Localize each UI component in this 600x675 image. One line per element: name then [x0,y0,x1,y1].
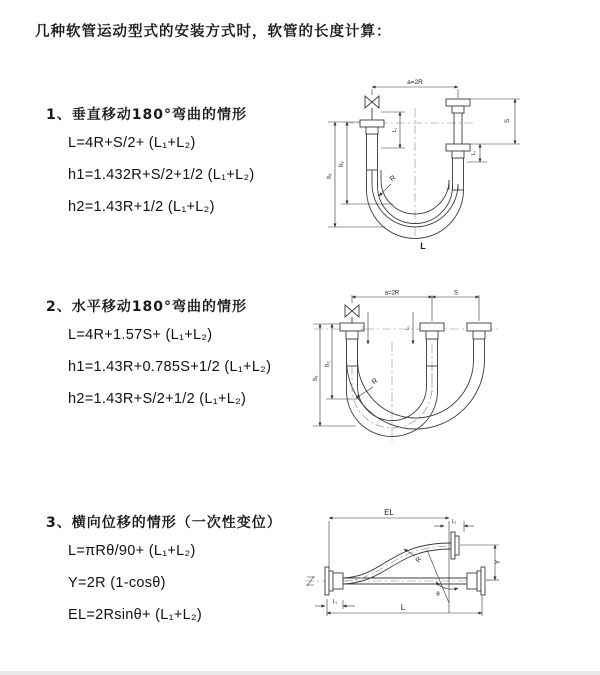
dimension-l2 [405,312,413,344]
dim-label-el: EL [384,508,394,517]
dim-label-l1: L₁ [332,599,338,605]
dim-label-r: R [389,174,398,184]
dim-label-length: L [400,603,406,612]
dim-label-l2: L₂ [451,519,457,525]
dimension-a2r [352,291,479,322]
section-1-formula-h2: h2=1.43R+1/2 (L₁+L₂) [68,199,215,215]
braid-left [367,134,378,170]
fitting-right [467,323,491,339]
dim-label-s: S [504,118,511,124]
dim-label-l1: L₁ [392,127,398,133]
radius-leader [356,377,379,398]
flange-left [325,567,343,595]
dim-label-r: R [371,377,380,387]
dim-label-theta: θ [436,592,440,598]
diagram-horizontal-180-bend [306,286,591,458]
section-1-formula-L: L=4R+S/2+ (L₁+L₂) [68,135,196,151]
dimension-a2r [372,79,458,98]
dim-label-y: Y [495,559,502,565]
section-2-heading: 2、水平移动180°弯曲的情形 [46,299,247,315]
flange-right-upper [451,532,459,559]
section-1-heading: 1、垂直移动180°弯曲的情形 [46,107,247,123]
section-3-formula-L: L=πRθ/90+ (L₁+L₂) [68,543,196,559]
page-title: 几种软管运动型式的安装方式时，软管的长度计算： [35,24,392,40]
flange-right-lower [467,567,485,595]
dim-label-a2r: a=2R [384,290,400,297]
dim-label-l2: L₂ [471,150,477,156]
dimension-l2 [434,519,474,532]
section-3-heading: 3、横向位移的情形（一次性变位） [46,515,282,531]
section-2-formula-h1: h1=1.43R+0.785S+1/2 (L₁+L₂) [68,359,272,375]
section-2-formula-L: L=4R+1.57S+ (L₁+L₂) [68,327,213,343]
dim-label-l1: L₁ [360,325,365,331]
fitting-middle [420,323,444,339]
dimension-s [470,99,520,144]
fitting-right-lower [446,144,470,158]
dimension-s [432,291,479,298]
dimension-l1 [360,312,368,344]
fitting-right-upper [446,99,470,144]
valve-icon [365,96,379,120]
section-3-formula-EL: EL=2Rsinθ+ (L₁+L₂) [68,607,203,623]
u-hose-displaced [347,339,485,429]
diagram-vertical-180-bend [315,72,580,257]
fitting-left [360,120,384,134]
section-1-formula-h1: h1=1.432R+S/2+1/2 (L₁+L₂) [68,167,255,183]
braid-left [347,339,358,366]
dim-label-a2r: a=2R [407,79,423,86]
dim-label-h2: h₂ [339,161,345,167]
dimension-h1 [327,122,385,227]
dim-label-s: S [453,290,459,297]
dim-label-h2: h₂ [325,361,331,367]
dim-label-l2: L₂ [405,325,410,331]
dimension-l1 [315,599,355,609]
dim-label-h1: h₁ [313,375,319,381]
diagram-lateral-displacement [297,503,592,643]
dimension-l1 [381,112,405,148]
section-3-formula-Y: Y=2R (1-cosθ) [68,575,166,591]
page-bottom-edge [0,671,600,675]
valve-icon [345,305,359,323]
dim-label-h1: h₁ [327,173,333,179]
section-2-formula-h2: h2=1.43R+S/2+1/2 (L₁+L₂) [68,391,247,407]
dim-label-length: L [420,241,426,251]
dim-label-r: R [414,555,424,565]
